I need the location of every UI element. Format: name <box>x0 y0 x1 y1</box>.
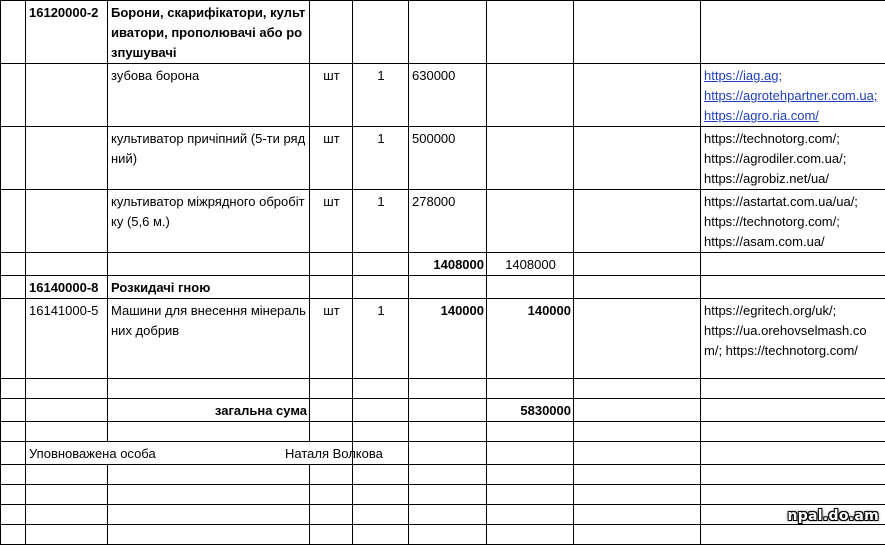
cell-total <box>574 442 701 465</box>
cell-price <box>409 64 487 127</box>
cell-subtotal <box>487 442 574 465</box>
cell-qty <box>353 422 409 442</box>
cell-sources <box>701 64 885 127</box>
table-row <box>1 276 885 299</box>
cell-code <box>26 399 108 422</box>
cell-sources <box>701 379 885 399</box>
row-gutter-cell <box>1 127 26 190</box>
link-text: https://ua.orehovselmash.co <box>704 321 883 341</box>
row-gutter-cell <box>1 505 26 525</box>
cell-code <box>26 299 108 379</box>
cell-qty <box>353 485 409 505</box>
cell-text: культиватор причіпний (5-ти рядний) <box>111 131 305 166</box>
cell-total <box>574 1 701 64</box>
table-row <box>1 64 885 127</box>
cell-text: 1 <box>377 303 384 318</box>
table-row <box>1 442 885 465</box>
cell-unit <box>310 276 353 299</box>
row-gutter-cell <box>1 442 26 465</box>
table-row <box>1 299 885 379</box>
cell-sources <box>701 422 885 442</box>
cell-total <box>574 465 701 485</box>
cell-item <box>108 64 310 127</box>
row-gutter-cell <box>1 1 26 64</box>
cell-text: Уповноважена особа <box>29 446 156 461</box>
cell-item <box>108 485 310 505</box>
cell-text: 630000 <box>412 68 455 83</box>
cell-qty <box>353 276 409 299</box>
cell-subtotal <box>487 1 574 64</box>
cell-total <box>574 299 701 379</box>
cell-text: Наталя Волкова <box>285 446 383 461</box>
cell-unit <box>310 64 353 127</box>
cell-code <box>26 276 108 299</box>
table-row <box>1 505 885 525</box>
cell-price <box>409 442 487 465</box>
cell-subtotal <box>487 379 574 399</box>
cell-unit <box>310 253 353 276</box>
cell-subtotal <box>487 505 574 525</box>
cell-item <box>108 127 310 190</box>
cell-text: Машини для внесення мінеральних добрив <box>111 303 306 338</box>
cell-item <box>108 190 310 253</box>
cell-subtotal <box>487 422 574 442</box>
cell-text: 1 <box>377 131 384 146</box>
row-gutter-cell <box>1 276 26 299</box>
cell-total <box>574 379 701 399</box>
link-text: https://technotorg.com/; <box>704 212 883 232</box>
cell-sources <box>701 1 885 64</box>
link-text: https://astartat.com.ua/ua/; <box>704 192 883 212</box>
cell-subtotal <box>487 190 574 253</box>
cell-code <box>26 253 108 276</box>
cell-qty <box>353 1 409 64</box>
cell-price <box>409 190 487 253</box>
cell-code <box>26 127 108 190</box>
cell-price <box>409 1 487 64</box>
row-gutter-cell <box>1 422 26 442</box>
cell-unit <box>310 505 353 525</box>
cell-total <box>574 190 701 253</box>
cell-price <box>409 505 487 525</box>
cell-price <box>409 253 487 276</box>
link-text[interactable]: https://iag.ag; <box>704 66 883 86</box>
cell-subtotal <box>487 276 574 299</box>
cell-text: загальна сума <box>215 403 307 418</box>
cell-subtotal <box>487 299 574 379</box>
cell-text: 1408000 <box>433 257 484 272</box>
cell-total <box>574 505 701 525</box>
cell-text: шт <box>323 68 339 83</box>
cell-text: 278000 <box>412 194 455 209</box>
cell-total <box>574 276 701 299</box>
cell-code <box>26 190 108 253</box>
cell-unit <box>310 399 353 422</box>
cell-total <box>574 253 701 276</box>
link-text: m/; https://technotorg.com/ <box>704 341 883 361</box>
cell-sources <box>701 399 885 422</box>
cell-text: 140000 <box>528 303 571 318</box>
row-gutter-cell <box>1 399 26 422</box>
cell-subtotal <box>487 127 574 190</box>
link-text: https://asam.com.ua/ <box>704 232 883 252</box>
row-gutter-cell <box>1 465 26 485</box>
cell-qty <box>353 190 409 253</box>
table-row <box>1 422 885 442</box>
cell-sources <box>701 190 885 253</box>
cell-unit <box>310 1 353 64</box>
table-row <box>1 485 885 505</box>
table-row <box>1 253 885 276</box>
cell-code <box>26 505 108 525</box>
cell-item <box>108 299 310 379</box>
cell-price <box>409 399 487 422</box>
cell-item <box>108 422 310 442</box>
cell-item <box>108 465 310 485</box>
cell-price <box>409 276 487 299</box>
row-gutter-cell <box>1 299 26 379</box>
cell-text: культиватор міжрядного обробітку (5,6 м.) <box>111 194 305 229</box>
cell-price <box>409 465 487 485</box>
cell-text: 500000 <box>412 131 455 146</box>
cell-unit <box>310 379 353 399</box>
cell-text: 16140000-8 <box>29 280 98 295</box>
cell-qty <box>353 64 409 127</box>
cell-sources <box>701 299 885 379</box>
row-gutter-cell <box>1 253 26 276</box>
row-gutter-cell <box>1 379 26 399</box>
cell-price <box>409 485 487 505</box>
cell-sources <box>701 127 885 190</box>
cell-sources <box>701 276 885 299</box>
cell-qty <box>353 399 409 422</box>
cell-total <box>574 64 701 127</box>
cell-unit <box>310 465 353 485</box>
row-gutter-cell <box>1 190 26 253</box>
cell-subtotal <box>487 465 574 485</box>
row-gutter-cell <box>1 485 26 505</box>
cell-sources <box>701 253 885 276</box>
cell-qty <box>353 505 409 525</box>
cell-text: 140000 <box>441 303 484 318</box>
cell-text: шт <box>323 131 339 146</box>
cell-unit <box>310 127 353 190</box>
cell-qty <box>353 299 409 379</box>
cell-subtotal <box>487 399 574 422</box>
cell-price <box>409 127 487 190</box>
cell-text: зубова борона <box>111 68 199 83</box>
cell-text: Борони, скарифікатори, культиватори, прополювачі або розпушувачі <box>111 5 305 60</box>
cell-code <box>26 485 108 505</box>
cell-subtotal <box>487 253 574 276</box>
watermark-logo: npal.do.am <box>787 508 879 524</box>
cell-code <box>26 1 108 64</box>
cell-item <box>108 276 310 299</box>
cell-item <box>108 253 310 276</box>
cell-sources <box>701 485 885 505</box>
cell-unit <box>310 190 353 253</box>
table-row <box>1 1 885 64</box>
link-text: https://agrodiler.com.ua/; <box>704 149 883 169</box>
cell-unit <box>310 299 353 379</box>
cell-text: 16120000-2 <box>29 5 98 20</box>
cell-code <box>26 379 108 399</box>
cell-sources <box>701 442 885 465</box>
link-text[interactable]: https://agrotehpartner.com.ua; https://agro.ria.com/ <box>704 86 883 126</box>
table-row <box>1 127 885 190</box>
cell-qty <box>353 127 409 190</box>
cell-total <box>574 127 701 190</box>
cell-unit <box>310 422 353 442</box>
cell-qty <box>353 253 409 276</box>
cell-text: шт <box>323 194 339 209</box>
cell-price <box>409 379 487 399</box>
cell-total <box>574 485 701 505</box>
cell-text: 16141000-5 <box>29 303 98 318</box>
cell-subtotal <box>487 64 574 127</box>
row-gutter-cell <box>1 64 26 127</box>
cell-qty <box>353 379 409 399</box>
cell-unit <box>310 485 353 505</box>
cell-sources <box>701 465 885 485</box>
table-row <box>1 399 885 422</box>
link-text: https://agrobiz.net/ua/ <box>704 169 883 189</box>
cell-item <box>108 399 310 422</box>
cell-text: 5830000 <box>520 403 571 418</box>
cell-text: шт <box>323 303 339 318</box>
cell-text: 1 <box>377 68 384 83</box>
cell-text: 1408000 <box>505 257 556 272</box>
cell-total <box>574 422 701 442</box>
cell-text: 1 <box>377 194 384 209</box>
cell-code <box>26 422 108 442</box>
cell-item <box>108 1 310 64</box>
cell-code <box>26 465 108 485</box>
cell-price <box>409 422 487 442</box>
cell-code <box>26 64 108 127</box>
table-row <box>1 190 885 253</box>
cell-item <box>108 505 310 525</box>
cell-unit <box>310 442 353 465</box>
link-text: https://technotorg.com/; <box>704 129 883 149</box>
table-row <box>1 379 885 399</box>
link-text: https://egritech.org/uk/; <box>704 301 883 321</box>
cell-text: Розкидачі гною <box>111 280 210 295</box>
cell-qty <box>353 465 409 485</box>
cell-item <box>108 379 310 399</box>
cell-code <box>26 442 108 465</box>
cell-price <box>409 299 487 379</box>
cell-subtotal <box>487 485 574 505</box>
table-row <box>1 465 885 485</box>
cell-total <box>574 399 701 422</box>
